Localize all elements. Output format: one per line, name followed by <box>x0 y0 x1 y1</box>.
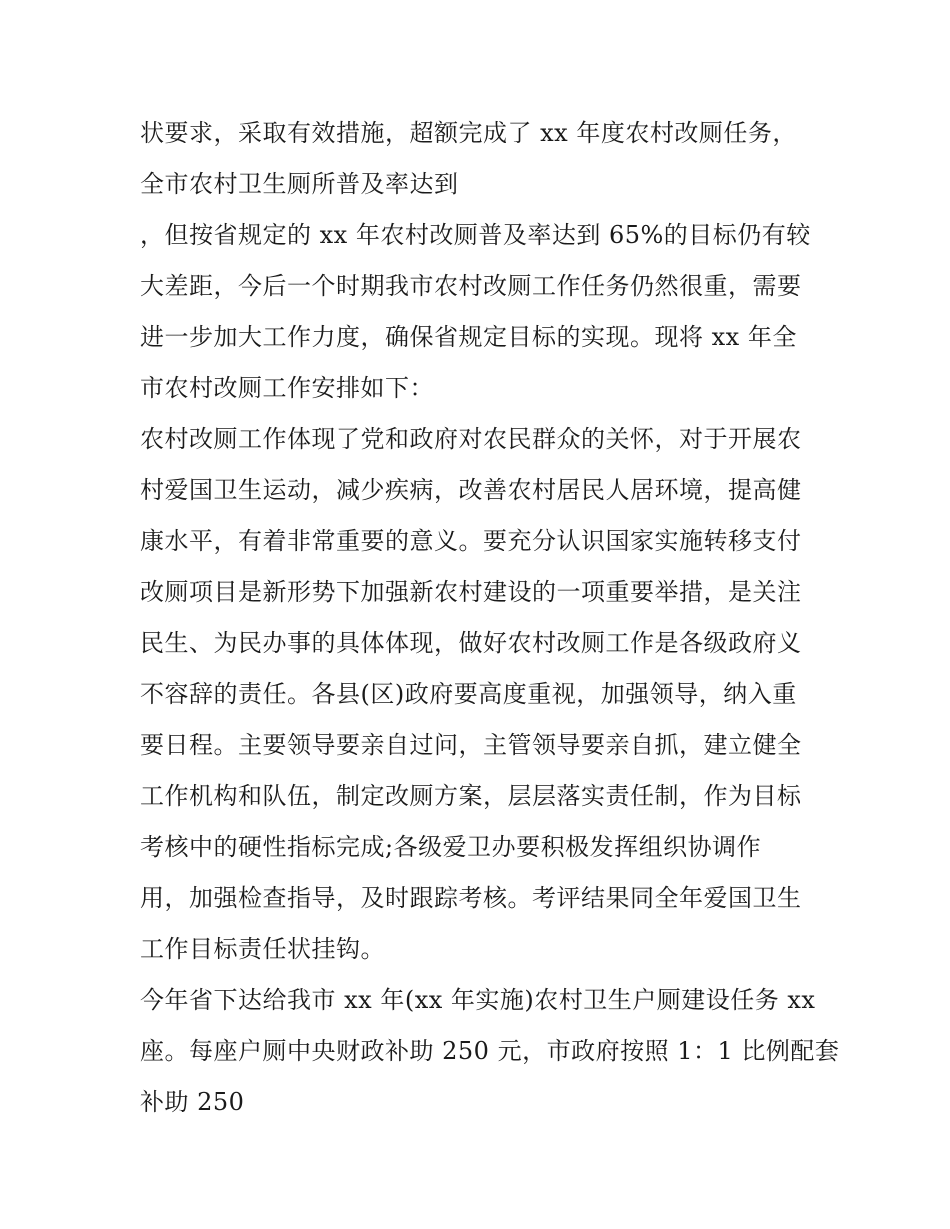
text-line: 市农村改厕工作安排如下： <box>140 374 434 402</box>
text-line: 用，加强检查指导，及时跟踪考核。考评结果同全年爱国卫生 <box>140 884 802 912</box>
text-line: ，但按省规定的 xx 年农村改厕普及率达到 65%的目标仍有较 <box>140 221 811 249</box>
text-line: 进一步加大工作力度，确保省规定目标的实现。现将 xx 年全 <box>140 323 797 351</box>
text-line: 民生、为民办事的具体体现，做好农村改厕工作是各级政府义 <box>140 629 802 657</box>
text-line: 要日程。主要领导要亲自过问，主管领导要亲自抓，建立健全 <box>140 731 802 759</box>
text-line: 工作机构和队伍，制定改厕方案，层层落实责任制，作为目标 <box>140 782 802 810</box>
text-line: 考核中的硬性指标完成;各级爱卫办要积极发挥组织协调作 <box>140 833 762 861</box>
text-line: 不容辞的责任。各县(区)政府要高度重视，加强领导，纳入重 <box>140 680 797 708</box>
text-line: 大差距，今后一个时期我市农村改厕工作任务仍然很重，需要 <box>140 272 802 300</box>
text-line: 状要求，采取有效措施，超额完成了 xx 年度农村改厕任务， <box>140 119 797 147</box>
text-line: 全市农村卫生厕所普及率达到 <box>140 170 459 198</box>
text-line: 改厕项目是新形势下加强新农村建设的一项重要举措，是关注 <box>140 578 802 606</box>
text-line: 康水平，有着非常重要的意义。要充分认识国家实施转移支付 <box>140 527 802 555</box>
text-line: 农村改厕工作体现了党和政府对农民群众的关怀，对于开展农 <box>140 425 802 453</box>
text-line: 村爱国卫生运动，减少疾病，改善农村居民人居环境，提高健 <box>140 476 802 504</box>
document-body <box>140 108 840 1128</box>
text-line: 座。每座户厕中央财政补助 250 元，市政府按照 1：1 比例配套 <box>140 1037 840 1065</box>
text-line: 补助 250 <box>140 1088 245 1116</box>
text-line: 工作目标责任状挂钩。 <box>140 935 385 963</box>
text-line: 今年省下达给我市 xx 年(xx 年实施)农村卫生户厕建设任务 xx <box>140 986 816 1014</box>
